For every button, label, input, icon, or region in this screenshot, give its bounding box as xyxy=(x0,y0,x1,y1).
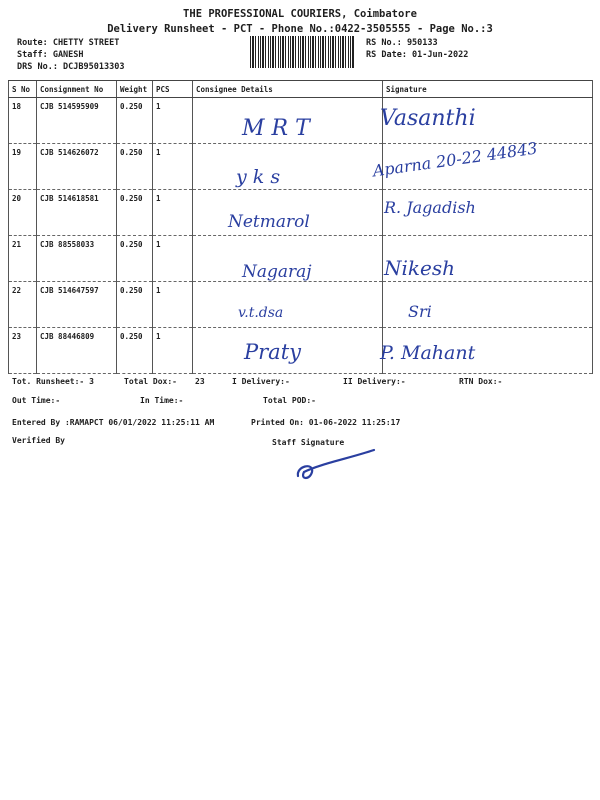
out-time: Out Time:- xyxy=(12,396,61,405)
handwritten-consignee: M R T xyxy=(242,116,310,141)
rs-date: RS Date: 01-Jun-2022 xyxy=(366,50,469,60)
table-row xyxy=(9,282,593,328)
staff-label: Staff: GANESH xyxy=(17,50,84,60)
handwritten-signature: Nikesh xyxy=(384,256,455,280)
staff-signature-scribble xyxy=(290,446,380,486)
row-sno: 21 xyxy=(9,236,37,282)
handwritten-consignee: y k s xyxy=(236,166,281,188)
row-sno: 18 xyxy=(9,98,37,144)
row-pcs: 1 xyxy=(153,282,193,328)
drs-number: DRS No.: DCJB95013303 xyxy=(17,62,125,72)
row-consignee xyxy=(193,282,383,328)
handwritten-consignee: Praty xyxy=(244,340,301,364)
handwritten-signature: Sri xyxy=(408,302,432,321)
rs-number: RS No.: 950133 xyxy=(366,38,438,48)
row-pcs: 1 xyxy=(153,190,193,236)
row-consignment: CJB 514618581 xyxy=(37,190,117,236)
col-consignee: Consignee Details xyxy=(193,81,383,98)
runsheet-subtitle: Delivery Runsheet - PCT - Phone No.:0422-3505555 - Page No.:3 xyxy=(107,23,493,35)
table-header-row xyxy=(9,81,593,98)
row-weight: 0.250 xyxy=(117,98,153,144)
row-pcs: 1 xyxy=(153,236,193,282)
handwritten-consignee: Nagaraj xyxy=(242,262,312,282)
row-weight: 0.250 xyxy=(117,236,153,282)
i-delivery: I Delivery:- xyxy=(232,377,290,386)
handwritten-signature: Aparna 20-22 44843 xyxy=(371,138,539,181)
row-consignment: CJB 514595909 xyxy=(37,98,117,144)
row-sno: 19 xyxy=(9,144,37,190)
staff-signature-label: Staff Signature xyxy=(272,438,345,447)
row-pcs: 1 xyxy=(153,328,193,374)
handwritten-signature: R. Jagadish xyxy=(384,198,476,217)
col-consignment: Consignment No xyxy=(37,81,117,98)
printed-on: Printed On: 01-06-2022 11:25:17 xyxy=(251,418,401,427)
verified-by: Verified By xyxy=(12,436,65,445)
barcode-image xyxy=(250,36,354,68)
company-title: THE PROFESSIONAL COURIERS, Coimbatore xyxy=(183,8,417,20)
ii-delivery: II Delivery:- xyxy=(343,377,406,386)
row-weight: 0.250 xyxy=(117,144,153,190)
row-sno: 20 xyxy=(9,190,37,236)
row-sno: 22 xyxy=(9,282,37,328)
total-dox-label: Total Dox:- xyxy=(124,377,177,386)
entered-by: Entered By :RAMAPCT 06/01/2022 11:25:11 AM xyxy=(12,418,215,427)
row-consignment: CJB 514626072 xyxy=(37,144,117,190)
handwritten-signature: P. Mahant xyxy=(380,342,476,364)
handwritten-signature: Vasanthi xyxy=(380,106,476,131)
handwritten-consignee: v.t.dsa xyxy=(238,305,284,321)
col-sno: S No xyxy=(9,81,37,98)
handwritten-consignee: Netmarol xyxy=(228,212,310,232)
total-dox-value: 23 xyxy=(195,377,205,386)
tot-runsheet: Tot. Runsheet:- 3 xyxy=(12,377,94,386)
in-time: In Time:- xyxy=(140,396,184,405)
row-consignment: CJB 514647597 xyxy=(37,282,117,328)
row-pcs: 1 xyxy=(153,98,193,144)
row-weight: 0.250 xyxy=(117,190,153,236)
row-consignee xyxy=(193,144,383,190)
route-label: Route: CHETTY STREET xyxy=(17,38,120,48)
rtn-dox: RTN Dox:- xyxy=(459,377,503,386)
col-weight: Weight xyxy=(117,81,153,98)
row-pcs: 1 xyxy=(153,144,193,190)
col-signature: Signature xyxy=(383,81,593,98)
row-consignment: CJB 88558033 xyxy=(37,236,117,282)
col-pcs: PCS xyxy=(153,81,193,98)
total-pod: Total POD:- xyxy=(263,396,316,405)
row-consignment: CJB 88446809 xyxy=(37,328,117,374)
row-weight: 0.250 xyxy=(117,282,153,328)
row-weight: 0.250 xyxy=(117,328,153,374)
row-sno: 23 xyxy=(9,328,37,374)
